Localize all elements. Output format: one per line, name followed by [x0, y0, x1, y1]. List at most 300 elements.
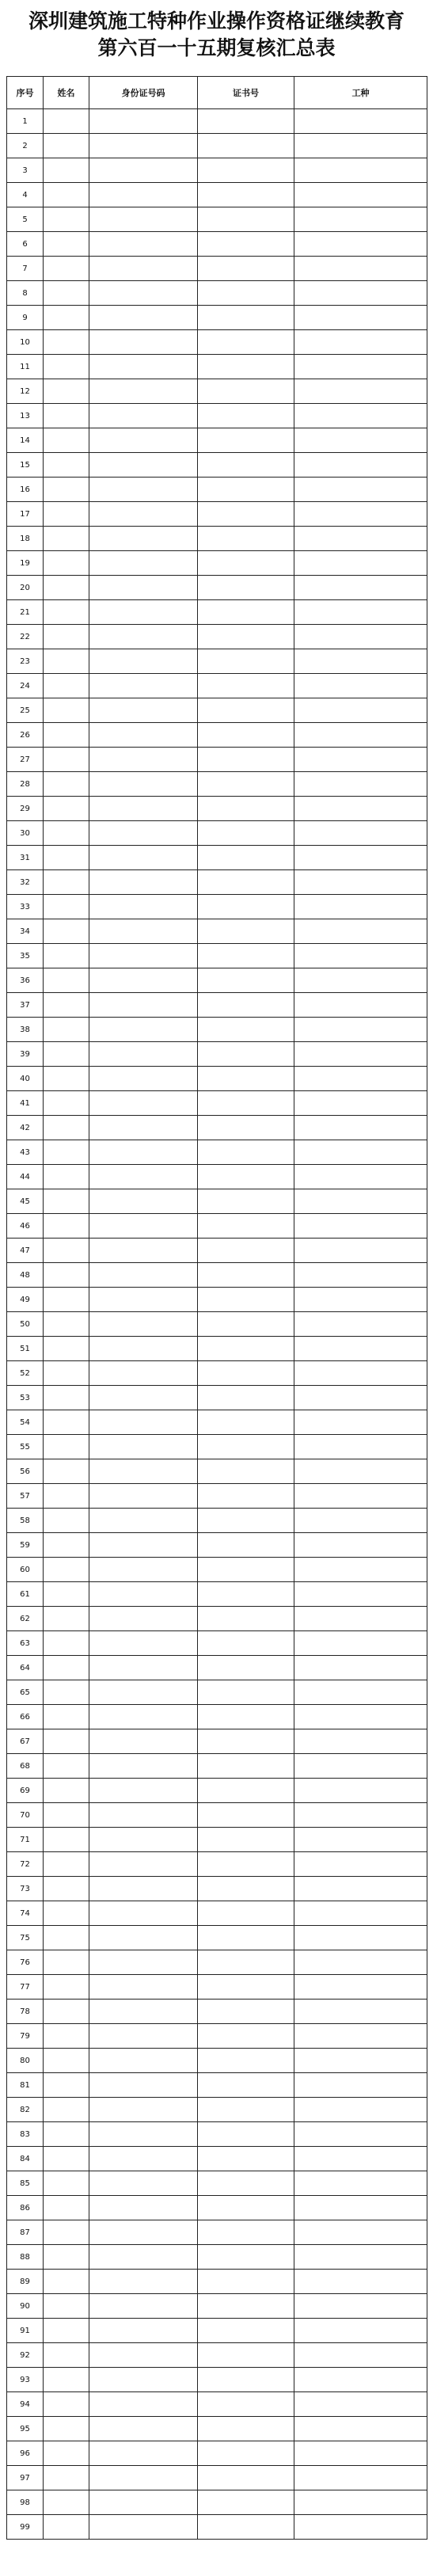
- id-number-cell: [89, 649, 198, 674]
- table-row: [7, 674, 427, 698]
- table-row: [7, 1901, 427, 1926]
- cert-number-cell: [198, 1018, 294, 1042]
- table-row: [7, 2319, 427, 2343]
- id-number-cell: [89, 1803, 198, 1828]
- row-index: 66: [7, 1705, 44, 1729]
- header-index: 序号: [7, 77, 44, 109]
- table-row: [7, 600, 427, 625]
- id-number-cell: [89, 502, 198, 527]
- work-type-cell: [294, 1018, 427, 1042]
- row-index: 44: [7, 1165, 44, 1189]
- row-index: 29: [7, 797, 44, 821]
- id-number-cell: [89, 2220, 198, 2245]
- id-number-cell: [89, 2098, 198, 2122]
- table-row: [7, 453, 427, 478]
- cert-number-cell: [198, 551, 294, 576]
- id-number-cell: [89, 2245, 198, 2270]
- row-index: 92: [7, 2343, 44, 2368]
- id-number-cell: [89, 1312, 198, 1337]
- cert-number-cell: [198, 478, 294, 502]
- cert-number-cell: [198, 2319, 294, 2343]
- cert-number-cell: [198, 1877, 294, 1901]
- table-row: [7, 846, 427, 870]
- table-row: [7, 797, 427, 821]
- row-index: 89: [7, 2270, 44, 2294]
- work-type-cell: [294, 1754, 427, 1779]
- id-number-cell: [89, 1631, 198, 1656]
- name-cell: [44, 1386, 89, 1410]
- id-number-cell: [89, 2196, 198, 2220]
- row-index: 54: [7, 1410, 44, 1435]
- work-type-cell: [294, 1607, 427, 1631]
- cert-number-cell: [198, 1705, 294, 1729]
- id-number-cell: [89, 2466, 198, 2490]
- id-number-cell: [89, 1607, 198, 1631]
- work-type-cell: [294, 1975, 427, 2000]
- table-row: [7, 134, 427, 158]
- row-index: 45: [7, 1189, 44, 1214]
- name-cell: [44, 2220, 89, 2245]
- id-number-cell: [89, 895, 198, 919]
- table-row: [7, 1950, 427, 1975]
- id-number-cell: [89, 846, 198, 870]
- work-type-cell: [294, 1165, 427, 1189]
- row-index: 41: [7, 1091, 44, 1116]
- table-row: [7, 625, 427, 649]
- table-row: [7, 1189, 427, 1214]
- id-number-cell: [89, 1656, 198, 1680]
- name-cell: [44, 1312, 89, 1337]
- row-index: 95: [7, 2417, 44, 2441]
- cert-number-cell: [198, 2171, 294, 2196]
- name-cell: [44, 2147, 89, 2171]
- id-number-cell: [89, 797, 198, 821]
- work-type-cell: [294, 1926, 427, 1950]
- cert-number-cell: [198, 968, 294, 993]
- row-index: 15: [7, 453, 44, 478]
- cert-number-cell: [198, 1582, 294, 1607]
- row-index: 53: [7, 1386, 44, 1410]
- name-cell: [44, 846, 89, 870]
- row-index: 60: [7, 1558, 44, 1582]
- table-row: [7, 1975, 427, 2000]
- table-row: [7, 2392, 427, 2417]
- roster-table-wrapper: [6, 76, 427, 2540]
- row-index: 28: [7, 772, 44, 797]
- work-type-cell: [294, 355, 427, 379]
- work-type-cell: [294, 2196, 427, 2220]
- name-cell: [44, 306, 89, 330]
- cert-number-cell: [198, 232, 294, 257]
- row-index: 23: [7, 649, 44, 674]
- table-row: [7, 1631, 427, 1656]
- cert-number-cell: [198, 1975, 294, 2000]
- header-cert-number: 证书号: [198, 77, 294, 109]
- table-row: [7, 1091, 427, 1116]
- name-cell: [44, 2270, 89, 2294]
- work-type-cell: [294, 625, 427, 649]
- work-type-cell: [294, 649, 427, 674]
- id-number-cell: [89, 330, 198, 355]
- name-cell: [44, 1214, 89, 1239]
- work-type-cell: [294, 257, 427, 281]
- id-number-cell: [89, 207, 198, 232]
- table-row: [7, 2122, 427, 2147]
- work-type-cell: [294, 2245, 427, 2270]
- table-body: [7, 109, 427, 2540]
- row-index: 52: [7, 1361, 44, 1386]
- name-cell: [44, 1975, 89, 2000]
- name-cell: [44, 1558, 89, 1582]
- id-number-cell: [89, 1018, 198, 1042]
- name-cell: [44, 207, 89, 232]
- table-row: [7, 870, 427, 895]
- name-cell: [44, 1337, 89, 1361]
- table-row: [7, 2466, 427, 2490]
- cert-number-cell: [198, 306, 294, 330]
- table-row: [7, 1459, 427, 1484]
- table-row: [7, 1656, 427, 1680]
- name-cell: [44, 2515, 89, 2540]
- row-index: 58: [7, 1509, 44, 1533]
- table-row: [7, 1386, 427, 1410]
- id-number-cell: [89, 2515, 198, 2540]
- id-number-cell: [89, 257, 198, 281]
- table-row: [7, 2343, 427, 2368]
- work-type-cell: [294, 870, 427, 895]
- cert-number-cell: [198, 1239, 294, 1263]
- table-row: [7, 109, 427, 134]
- row-index: 31: [7, 846, 44, 870]
- cert-number-cell: [198, 502, 294, 527]
- table-row: [7, 968, 427, 993]
- id-number-cell: [89, 2270, 198, 2294]
- cert-number-cell: [198, 2098, 294, 2122]
- work-type-cell: [294, 1484, 427, 1509]
- row-index: 67: [7, 1729, 44, 1754]
- row-index: 34: [7, 919, 44, 944]
- work-type-cell: [294, 2147, 427, 2171]
- name-cell: [44, 698, 89, 723]
- row-index: 76: [7, 1950, 44, 1975]
- name-cell: [44, 772, 89, 797]
- id-number-cell: [89, 600, 198, 625]
- id-number-cell: [89, 1091, 198, 1116]
- name-cell: [44, 821, 89, 846]
- cert-number-cell: [198, 2122, 294, 2147]
- table-row: [7, 1926, 427, 1950]
- cert-number-cell: [198, 1803, 294, 1828]
- work-type-cell: [294, 1558, 427, 1582]
- work-type-cell: [294, 1067, 427, 1091]
- name-cell: [44, 355, 89, 379]
- title-line-2: 第六百一十五期复核汇总表: [97, 36, 336, 59]
- work-type-cell: [294, 404, 427, 428]
- title-line-1: 深圳建筑施工特种作业操作资格证继续教育: [28, 10, 405, 32]
- work-type-cell: [294, 306, 427, 330]
- table-row: [7, 2368, 427, 2392]
- work-type-cell: [294, 2343, 427, 2368]
- cert-number-cell: [198, 2270, 294, 2294]
- table-row: [7, 1607, 427, 1631]
- row-index: 43: [7, 1140, 44, 1165]
- cert-number-cell: [198, 355, 294, 379]
- name-cell: [44, 1779, 89, 1803]
- table-row: [7, 1852, 427, 1877]
- table-row: [7, 2441, 427, 2466]
- work-type-cell: [294, 1705, 427, 1729]
- table-row: [7, 1558, 427, 1582]
- cert-number-cell: [198, 748, 294, 772]
- id-number-cell: [89, 2441, 198, 2466]
- row-index: 13: [7, 404, 44, 428]
- row-index: 48: [7, 1263, 44, 1288]
- work-type-cell: [294, 2294, 427, 2319]
- work-type-cell: [294, 1337, 427, 1361]
- row-index: 50: [7, 1312, 44, 1337]
- id-number-cell: [89, 1729, 198, 1754]
- id-number-cell: [89, 1950, 198, 1975]
- work-type-cell: [294, 1140, 427, 1165]
- work-type-cell: [294, 2490, 427, 2515]
- id-number-cell: [89, 2294, 198, 2319]
- name-cell: [44, 404, 89, 428]
- id-number-cell: [89, 772, 198, 797]
- id-number-cell: [89, 1386, 198, 1410]
- cert-number-cell: [198, 2368, 294, 2392]
- cert-number-cell: [198, 207, 294, 232]
- work-type-cell: [294, 821, 427, 846]
- name-cell: [44, 1165, 89, 1189]
- id-number-cell: [89, 1165, 198, 1189]
- cert-number-cell: [198, 723, 294, 748]
- table-row: [7, 2196, 427, 2220]
- cert-number-cell: [198, 944, 294, 968]
- work-type-cell: [294, 674, 427, 698]
- row-index: 84: [7, 2147, 44, 2171]
- cert-number-cell: [198, 1091, 294, 1116]
- cert-number-cell: [198, 797, 294, 821]
- row-index: 64: [7, 1656, 44, 1680]
- name-cell: [44, 478, 89, 502]
- id-number-cell: [89, 355, 198, 379]
- row-index: 51: [7, 1337, 44, 1361]
- cert-number-cell: [198, 1263, 294, 1288]
- row-index: 57: [7, 1484, 44, 1509]
- name-cell: [44, 1410, 89, 1435]
- cert-number-cell: [198, 2196, 294, 2220]
- id-number-cell: [89, 404, 198, 428]
- name-cell: [44, 1091, 89, 1116]
- row-index: 46: [7, 1214, 44, 1239]
- work-type-cell: [294, 527, 427, 551]
- work-type-cell: [294, 2270, 427, 2294]
- cert-number-cell: [198, 600, 294, 625]
- name-cell: [44, 2368, 89, 2392]
- table-row: [7, 944, 427, 968]
- id-number-cell: [89, 1067, 198, 1091]
- cert-number-cell: [198, 428, 294, 453]
- table-row: [7, 355, 427, 379]
- work-type-cell: [294, 1312, 427, 1337]
- row-index: 30: [7, 821, 44, 846]
- name-cell: [44, 2466, 89, 2490]
- work-type-cell: [294, 1729, 427, 1754]
- cert-number-cell: [198, 1607, 294, 1631]
- id-number-cell: [89, 134, 198, 158]
- row-index: 32: [7, 870, 44, 895]
- cert-number-cell: [198, 2294, 294, 2319]
- row-index: 96: [7, 2441, 44, 2466]
- work-type-cell: [294, 1950, 427, 1975]
- row-index: 82: [7, 2098, 44, 2122]
- table-row: [7, 183, 427, 207]
- work-type-cell: [294, 281, 427, 306]
- name-cell: [44, 2000, 89, 2024]
- work-type-cell: [294, 1877, 427, 1901]
- cert-number-cell: [198, 2441, 294, 2466]
- cert-number-cell: [198, 2515, 294, 2540]
- name-cell: [44, 453, 89, 478]
- row-index: 56: [7, 1459, 44, 1484]
- work-type-cell: [294, 428, 427, 453]
- work-type-cell: [294, 2319, 427, 2343]
- work-type-cell: [294, 109, 427, 134]
- id-number-cell: [89, 551, 198, 576]
- row-index: 99: [7, 2515, 44, 2540]
- work-type-cell: [294, 1680, 427, 1705]
- table-row: [7, 2171, 427, 2196]
- work-type-cell: [294, 1656, 427, 1680]
- work-type-cell: [294, 2171, 427, 2196]
- cert-number-cell: [198, 1828, 294, 1852]
- cert-number-cell: [198, 158, 294, 183]
- table-header: [7, 77, 427, 109]
- cert-number-cell: [198, 1288, 294, 1312]
- table-row: [7, 1165, 427, 1189]
- name-cell: [44, 183, 89, 207]
- id-number-cell: [89, 2147, 198, 2171]
- table-row: [7, 551, 427, 576]
- name-cell: [44, 870, 89, 895]
- name-cell: [44, 1582, 89, 1607]
- id-number-cell: [89, 453, 198, 478]
- table-row: [7, 1042, 427, 1067]
- work-type-cell: [294, 1410, 427, 1435]
- cert-number-cell: [198, 1410, 294, 1435]
- row-index: 87: [7, 2220, 44, 2245]
- id-number-cell: [89, 183, 198, 207]
- id-number-cell: [89, 674, 198, 698]
- cert-number-cell: [198, 2392, 294, 2417]
- name-cell: [44, 1680, 89, 1705]
- work-type-cell: [294, 1091, 427, 1116]
- cert-number-cell: [198, 281, 294, 306]
- id-number-cell: [89, 2417, 198, 2441]
- row-index: 20: [7, 576, 44, 600]
- row-index: 47: [7, 1239, 44, 1263]
- id-number-cell: [89, 2000, 198, 2024]
- name-cell: [44, 2122, 89, 2147]
- work-type-cell: [294, 232, 427, 257]
- id-number-cell: [89, 1509, 198, 1533]
- id-number-cell: [89, 1680, 198, 1705]
- work-type-cell: [294, 993, 427, 1018]
- cert-number-cell: [198, 1509, 294, 1533]
- cert-number-cell: [198, 576, 294, 600]
- table-row: [7, 1779, 427, 1803]
- cert-number-cell: [198, 1214, 294, 1239]
- name-cell: [44, 1803, 89, 1828]
- table-row: [7, 1263, 427, 1288]
- row-index: 65: [7, 1680, 44, 1705]
- work-type-cell: [294, 379, 427, 404]
- table-row: [7, 306, 427, 330]
- table-row: [7, 1877, 427, 1901]
- row-index: 93: [7, 2368, 44, 2392]
- table-row: [7, 2220, 427, 2245]
- id-number-cell: [89, 625, 198, 649]
- name-cell: [44, 109, 89, 134]
- row-index: 78: [7, 2000, 44, 2024]
- row-index: 97: [7, 2466, 44, 2490]
- table-row: [7, 2024, 427, 2049]
- work-type-cell: [294, 183, 427, 207]
- work-type-cell: [294, 797, 427, 821]
- cert-number-cell: [198, 109, 294, 134]
- cert-number-cell: [198, 1067, 294, 1091]
- name-cell: [44, 1656, 89, 1680]
- row-index: 3: [7, 158, 44, 183]
- table-row: [7, 1705, 427, 1729]
- table-row: [7, 330, 427, 355]
- work-type-cell: [294, 1263, 427, 1288]
- id-number-cell: [89, 2049, 198, 2073]
- cert-number-cell: [198, 1459, 294, 1484]
- row-index: 68: [7, 1754, 44, 1779]
- table-row: [7, 1435, 427, 1459]
- cert-number-cell: [198, 1852, 294, 1877]
- table-row: [7, 1729, 427, 1754]
- work-type-cell: [294, 576, 427, 600]
- table-row: [7, 993, 427, 1018]
- work-type-cell: [294, 1189, 427, 1214]
- name-cell: [44, 625, 89, 649]
- row-index: 74: [7, 1901, 44, 1926]
- work-type-cell: [294, 1386, 427, 1410]
- id-number-cell: [89, 1214, 198, 1239]
- id-number-cell: [89, 821, 198, 846]
- cert-number-cell: [198, 2245, 294, 2270]
- table-row: [7, 2294, 427, 2319]
- name-cell: [44, 723, 89, 748]
- id-number-cell: [89, 1926, 198, 1950]
- row-index: 19: [7, 551, 44, 576]
- table-row: [7, 821, 427, 846]
- id-number-cell: [89, 1877, 198, 1901]
- name-cell: [44, 993, 89, 1018]
- row-index: 72: [7, 1852, 44, 1877]
- table-row: [7, 281, 427, 306]
- row-index: 25: [7, 698, 44, 723]
- work-type-cell: [294, 1631, 427, 1656]
- table-row: [7, 2270, 427, 2294]
- work-type-cell: [294, 2417, 427, 2441]
- cert-number-cell: [198, 625, 294, 649]
- row-index: 91: [7, 2319, 44, 2343]
- table-row: [7, 428, 427, 453]
- row-index: 5: [7, 207, 44, 232]
